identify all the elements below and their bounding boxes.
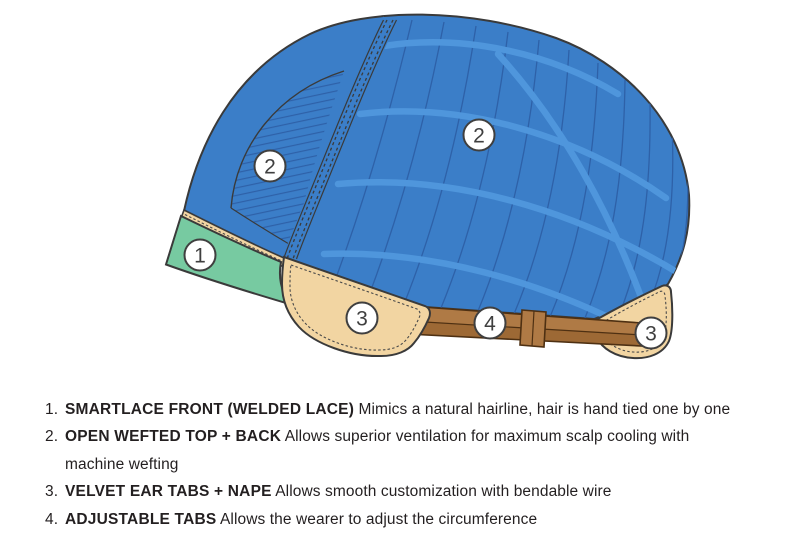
legend-text bbox=[65, 423, 761, 478]
callout-4-number: 4 bbox=[484, 312, 496, 336]
callout-2-front-number: 2 bbox=[264, 155, 276, 179]
legend-description-cont: machine wefting bbox=[65, 455, 179, 473]
legend-description: Mimics a natural hairline, hair is hand tied one by one bbox=[358, 401, 731, 418]
legend-title: ADJUSTABLE TABS bbox=[65, 510, 217, 528]
legend-text bbox=[65, 506, 761, 533]
legend-description: Allows the wearer to adjust the circumference bbox=[219, 510, 538, 528]
callout-3-left bbox=[347, 303, 378, 334]
legend-description: Allows superior ventilation for maximum scalp cooling with bbox=[284, 428, 690, 446]
callout-2-front bbox=[255, 151, 286, 182]
legend-title: SMARTLACE FRONT (WELDED LACE) bbox=[65, 401, 355, 418]
legend bbox=[45, 396, 761, 533]
callout-3-right-number: 3 bbox=[645, 322, 657, 346]
legend-number: 1. bbox=[45, 401, 59, 418]
legend-item-1 bbox=[45, 396, 761, 423]
callout-2-back-number: 2 bbox=[473, 124, 485, 148]
legend-title: VELVET EAR TABS + NAPE bbox=[65, 483, 272, 501]
legend-number: 3. bbox=[45, 483, 59, 501]
legend-description: Allows smooth customization with bendable wire bbox=[275, 483, 612, 501]
legend-text bbox=[65, 478, 761, 505]
callout-4 bbox=[475, 308, 506, 339]
legend-item-2 bbox=[45, 423, 761, 478]
legend-item-3 bbox=[45, 478, 761, 505]
strap-buckle bbox=[520, 310, 546, 347]
legend-number: 2. bbox=[45, 428, 59, 446]
legend-text bbox=[65, 396, 761, 423]
callout-3-right bbox=[636, 318, 667, 349]
legend-item-4 bbox=[45, 506, 761, 533]
legend-title: OPEN WEFTED TOP + BACK bbox=[65, 428, 282, 446]
callout-1-number: 1 bbox=[194, 244, 206, 268]
callout-2-back bbox=[464, 120, 495, 151]
callout-3-left-number: 3 bbox=[356, 307, 368, 331]
legend-number: 4. bbox=[45, 510, 59, 528]
callout-1 bbox=[185, 240, 216, 271]
